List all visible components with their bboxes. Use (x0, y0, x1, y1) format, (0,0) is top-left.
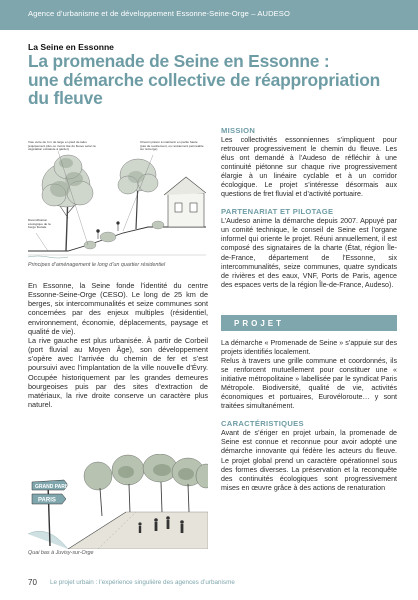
caracteristiques-text: Avant de s’ériger en projet urbain, la promenade de Seine est connue et reconnue pour avoir adopté une démarche innovante qui fédère les acteurs du fleuve. Le projet global prend un caractère opérationnel sous des formes diverses. La préservation et la reconquête des continuités écologiques sont progressivement mises en œuvre grâce à des actions de renaturation (221, 429, 397, 492)
title-line-3: du fleuve (28, 88, 103, 108)
projet-paragraph-1: La démarche « Promenade de Seine » s’appuie sur des projets identifiés localement. (221, 339, 397, 357)
projet-heading: PROJET (234, 319, 285, 328)
partenariat-text: L’Audeso anime la démarche depuis 2007. Appuyé par un comité technique, le conseil de Seine est l’organe informel qui oriente le projet. Réuni annuellement, il est composé des signataires de la charte (État, région Île-de-France, département de l’Essonne, six intercommunalités, seize communes, quatre syndicats de rivières et des eaux, VNF, Ports de Paris, agence des espaces verts de la région Île-de-France, Audeso). (221, 217, 397, 289)
projet-section (221, 339, 397, 493)
page-number: 70 (28, 578, 37, 587)
annotation-left: Voie verte de 4 m de large en pied de talus (équipement plus ou moins lisé du fleuve selon la végétation existante à garder) (28, 141, 96, 152)
title-line-1: La promenade de Seine en Essonne : (28, 51, 330, 71)
sign-label-2: PARIS (38, 497, 56, 504)
section-label: La Seine en Essonne (28, 42, 114, 52)
page-title (28, 52, 398, 108)
annotation-bottom: Diversification écologique de la berge fluviale (28, 219, 51, 230)
intro-paragraph-1: En Essonne, la Seine fonde l’identité du centre Essonne-Seine-Orge (CESO). Le long de 25 km de berges, six intercommunalités et seize communes sont concernées par des enjeux multiples (résidentiel, environnement, économie, déplacements, paysage et qualité de vie). (28, 281, 208, 336)
partenariat-heading: PARTENARIAT ET PILOTAGE (221, 207, 334, 217)
mission-text: Les collectivités essonniennes s’impliquent pour retrouver progressivement le chemin du fleuve. Les élus ont demandé à l’Audeso de réfléchir à une continuité piétonne sur chaque rive progressivement élargie à un linéaire cyclable et à un corridor écologique. Le projet s’intéresse désormais aux questions de fret fluvial et d’activité portuaire. (221, 136, 397, 199)
intro-paragraph-2: La rive gauche est plus urbanisée. À partir de Corbeil (port fluvial au Moyen Âge), son développement s’opère avec l’arrivée du chemin de fer et s’est poursuivi avec l’implantation de la ville nouvelle d’Évry. Occupée historiquement par les grandes demeures bourgeoises puis par des sites d’extraction de matériaux, la rive droite conserve un caractère plus naturel. (28, 335, 208, 410)
title-line-2: une démarche collective de réappropriation (28, 69, 381, 90)
figure2-caption: Quai bas à Juvisy-sur-Orge (28, 550, 94, 556)
footer-running-title: Le projet urbain : l’expérience singulière des agences d’urbanisme (50, 579, 235, 586)
quay-sketch (28, 454, 208, 549)
projet-paragraph-2: Relus à travers une grille commune et coordonnés, ils se renforcent mutuellement pour constituer une « initiative métropolitaine » labellisée par le syndicat Paris Métropole. Biodiversité, qualité de vie, activités économiques et portuaires, Eurovéloroute… y sont traitées simultanément. (221, 357, 397, 411)
intro-text (28, 281, 208, 409)
header-title: Agence d’urbanisme et de développement Essonne-Seine-Orge – AUDESO (28, 9, 290, 18)
riverbank-section-sketch (28, 133, 206, 261)
caracteristiques-heading: CARACTÉRISTIQUES (221, 419, 304, 429)
mission-heading: MISSION (221, 126, 256, 135)
sign-label-1: GRAND PARIS (35, 484, 70, 490)
annotation-right: Chemin piéton à maintenir en partie haute (pas de revêtement, ou revêtement perméable sur la berge) (140, 141, 204, 152)
figure1-caption: Principes d’aménagement le long d’un quartier résidentiel (28, 262, 166, 268)
right-column (221, 126, 397, 290)
